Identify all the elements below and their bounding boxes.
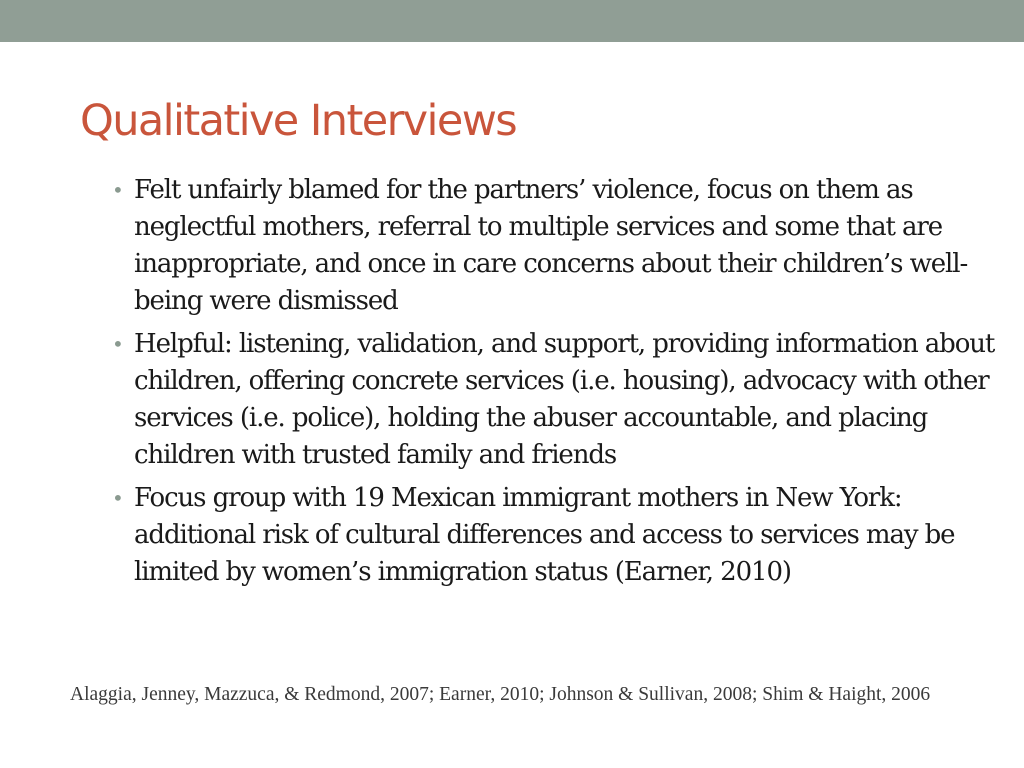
citation-references: Alaggia, Jenney, Mazzuca, & Redmond, 2007; Earner, 2010; Johnson & Sullivan, 2008; Shim & Haight, 2006 bbox=[70, 684, 931, 705]
bullet-item-helpful bbox=[112, 326, 1017, 474]
bullet-item-focus-group bbox=[112, 480, 1017, 591]
bullet-dot-icon: • bbox=[112, 486, 124, 510]
bullet-dot-icon: • bbox=[112, 178, 124, 202]
top-decorative-band bbox=[0, 0, 1024, 42]
slide-title: Qualitative Interviews bbox=[80, 96, 517, 146]
bullet-text: Focus group with 19 Mexican immigrant mothers in New York: additional risk of cultural differences and access to services may be limited by women’s immigration status (Earner, 2010) bbox=[134, 483, 955, 587]
bullet-dot-icon: • bbox=[112, 332, 124, 356]
bullet-list bbox=[112, 172, 1017, 597]
bullet-text: Helpful: listening, validation, and support, providing information about children, offering concrete services (i.e. housing), advocacy with other services (i.e. police), holding the abuser accountable, and placing children with trusted family and friends bbox=[134, 329, 995, 470]
bullet-item-blamed bbox=[112, 172, 1017, 320]
bullet-text: Felt unfairly blamed for the partners’ violence, focus on them as neglectful mothers, referral to multiple services and some that are inappropriate, and once in care concerns about their children’s well-being were dismissed bbox=[134, 175, 968, 316]
